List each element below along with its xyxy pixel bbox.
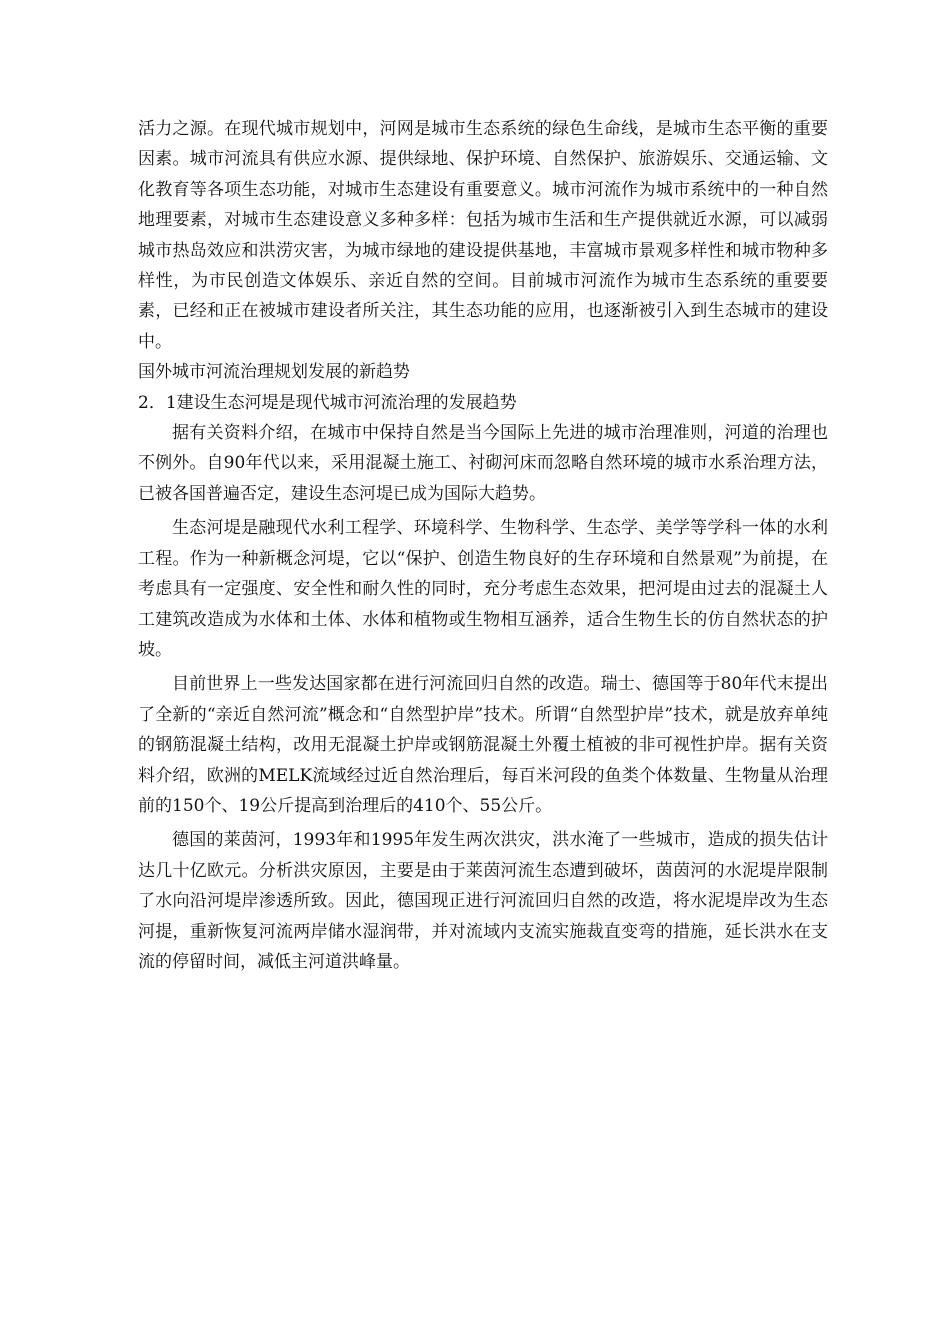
paragraph-rhine-river: 德国的莱茵河，1993年和1995年发生两次洪灾，洪水淹了一些城市，造成的损失估计达几十亿欧元。分析洪灾原因，主要是由于莱茵河流生态遭到破坏，茵茵河的水泥堤岸限制了水向沿河堤岸渗透所致。因此，德国现正进行河流回归自然的改造，将水泥堤岸改为生态河提，重新恢复河流两岸储水湿润带，并对流域内支流实施裁直变弯的措施，延长洪水在支流的停留时间，减低主河道洪峰量。	[138, 830, 828, 972]
paragraph-ecological-embankment: 生态河堤是融现代水利工程学、环境科学、生物科学、生态学、美学等学科一体的水利工程。作为一种新概念河堤，它以“保护、创造生物良好的生存环境和自然景观”为前提，在考虑具有一定强度、安全性和耐久性的同时，充分考虑生态效果，把河堤由过去的混凝土人工建筑改造成为水体和土体、水体和植物或生物相互涵养，适合生物生长的仿自然状态的护坡。	[138, 518, 828, 660]
subsection-heading-2-1: 2．1建设生态河堤是现代城市河流治理的发展趋势	[138, 392, 517, 413]
document-body	[138, 114, 828, 977]
paragraph-developed-countries: 目前世界上一些发达国家都在进行河流回归自然的改造。瑞士、德国等于80年代末提出了全新的“亲近自然河流”概念和“自然型护岸”技术。所谓“自然型护岸”技术，就是放弃单纯的钢筋混凝土结构，改用无混凝土护岸或钢筋混凝土外覆土植被的非可视性护岸。据有关资料介绍，欧洲的MELK流域经过近自然治理后，每百米河段的鱼类个体数量、生物量从治理前的150个、19公斤提高到治理后的410个、55公斤。	[138, 674, 828, 816]
paragraph-natural-governance: 据有关资料介绍，在城市中保持自然是当今国际上先进的城市治理准则，河道的治理也不例外。自90年代以来，采用混凝土施工、衬砌河床而忽略自然环境的城市水系治理方法，已被各国普遍否定，建设生态河堤已成为国际大趋势。	[138, 423, 828, 504]
section-heading-foreign-trends: 国外城市河流治理规划发展的新趋势	[138, 362, 410, 383]
paragraph-urban-river-ecology: 活力之源。在现代城市规划中，河网是城市生态系统的绿色生命线，是城市生态平衡的重要因素。城市河流具有供应水源、提供绿地、保护环境、自然保护、旅游娱乐、交通运输、文化教育等各项生态功能，对城市生态建设有重要意义。城市河流作为城市系统中的一种自然地理要素，对城市生态建设意义多种多样：包括为城市生活和生产提供就近水源，可以减弱城市热岛效应和洪涝灾害，为城市绿地的建设提供基地，丰富城市景观多样性和城市物种多样性，为市民创造文体娱乐、亲近自然的空间。目前城市河流作为城市生态系统的重要要素，已经和正在被城市建设者所关注，其生态功能的应用，也逐渐被引入到生态城市的建设中。	[138, 119, 828, 352]
